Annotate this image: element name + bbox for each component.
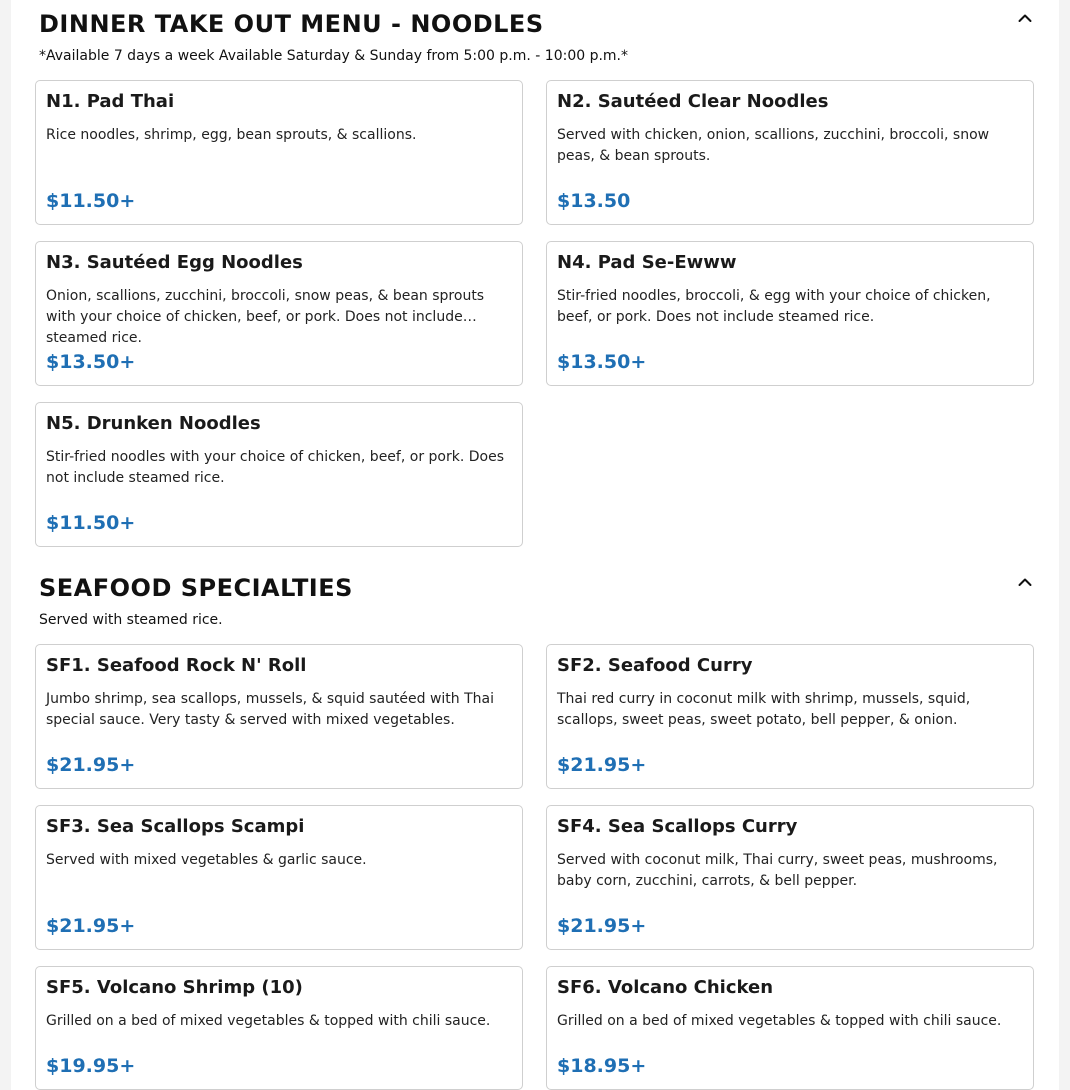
noodles-section [11,0,1059,534]
item-description: Grilled on a bed of mixed vegetables & topped with chili sauce. [46,1013,491,1029]
item-name: SF3. Sea Scallops Scampi [46,816,305,837]
item-name: SF5. Volcano Shrimp (10) [46,977,303,998]
item-description: Served with mixed vegetables & garlic sauce. [46,852,367,868]
item-description: Stir-fried noodles with your choice of chicken, beef, or pork. Does not include steamed rice. [46,449,504,486]
menu-item-card[interactable] [35,241,523,386]
section-subtitle: *Available 7 days a week Available Saturday & Sunday from 5:00 p.m. - 10:00 p.m.* [39,48,629,64]
menu-item-card[interactable] [35,80,523,225]
item-name: N5. Drunken Noodles [46,413,261,434]
item-price: $19.95+ [46,1055,136,1077]
item-description: Rice noodles, shrimp, egg, bean sprouts, & scallions. [46,127,417,143]
menu-item-card[interactable] [546,805,1034,950]
item-name: N4. Pad Se-Ewww [557,252,737,273]
item-price: $18.95+ [557,1055,647,1077]
menu-item-card[interactable] [546,80,1034,225]
item-price: $11.50+ [46,190,136,212]
item-description: Grilled on a bed of mixed vegetables & topped with chili sauce. [557,1013,1002,1029]
item-price: $13.50+ [46,351,136,373]
chevron-up-icon [1018,13,1032,23]
menu-item-card[interactable] [546,966,1034,1090]
item-price: $11.50+ [46,512,136,534]
item-description: Stir-fried noodles, broccoli, & egg with your choice of chicken, beef, or pork. Does not include steamed rice. [557,288,991,325]
item-description: Jumbo shrimp, sea scallops, mussels, & squid sautéed with Thai special sauce. Very tasty & served with mixed vegetables. [46,691,494,728]
item-price: $21.95+ [46,754,136,776]
section-subtitle: Served with steamed rice. [39,612,223,628]
seafood-section [11,564,1059,1077]
item-description: Served with chicken, onion, scallions, zucchini, broccoli, snow peas, & bean sprouts. [557,127,990,164]
menu-item-card[interactable] [546,644,1034,789]
item-price: $21.95+ [46,915,136,937]
item-description: Onion, scallions, zucchini, broccoli, snow peas, & bean sprouts with your choice of chicken, beef, or pork. Does not include steamed rice. [46,288,485,346]
collapse-section-button[interactable] [1011,570,1039,594]
item-name: SF6. Volcano Chicken [557,977,774,998]
section-title: DINNER TAKE OUT MENU - NOODLES [39,10,544,38]
menu-item-card[interactable] [35,402,523,547]
collapse-section-button[interactable] [1011,6,1039,30]
item-description: Served with coconut milk, Thai curry, sweet peas, mushrooms, baby corn, zucchini, carrots, & bell pepper. [557,852,998,889]
item-price: $21.95+ [557,915,647,937]
item-name: N2. Sautéed Clear Noodles [557,91,829,112]
item-name: SF4. Sea Scallops Curry [557,816,798,837]
menu-item-card[interactable] [35,966,523,1090]
menu-item-card[interactable] [35,805,523,950]
menu-page [11,0,1059,1090]
section-header [11,0,1059,40]
item-price: $13.50 [557,190,631,212]
item-name: N1. Pad Thai [46,91,175,112]
menu-item-card[interactable] [35,644,523,789]
section-title: SEAFOOD SPECIALTIES [39,574,353,602]
item-description: Thai red curry in coconut milk with shrimp, mussels, squid, scallops, sweet peas, sweet potato, bell pepper, & onion. [557,691,971,728]
menu-item-card[interactable] [546,241,1034,386]
chevron-up-icon [1018,577,1032,587]
item-name: N3. Sautéed Egg Noodles [46,252,303,273]
section-header [11,564,1059,604]
item-price: $21.95+ [557,754,647,776]
item-name: SF1. Seafood Rock N' Roll [46,655,307,676]
item-name: SF2. Seafood Curry [557,655,753,676]
item-price: $13.50+ [557,351,647,373]
